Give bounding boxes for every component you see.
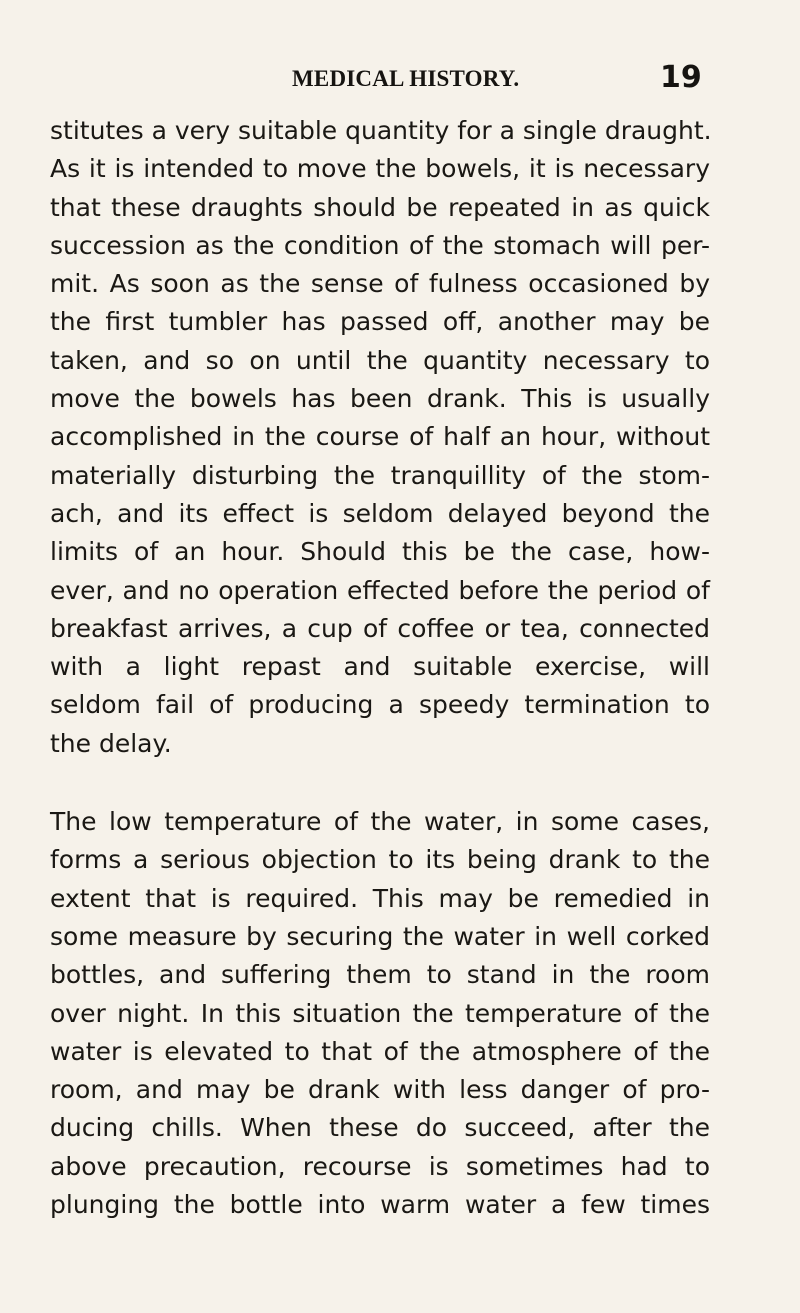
text-line: The low temperature of the water, in some cases, (50, 807, 710, 837)
text-line: bottles, and suffering them to stand in the room (50, 960, 710, 990)
text-line: with a light repast and suitable exercise, will (50, 652, 710, 682)
text-line: plunging the bottle into warm water a few times (50, 1190, 710, 1220)
text-line: As it is intended to move the bowels, it is necessary (50, 154, 710, 184)
text-line: forms a serious objection to its being drank to the (50, 845, 710, 875)
paragraph-2 (50, 803, 710, 1224)
text-line: the first tumbler has passed off, another may be (50, 307, 710, 337)
text-line: over night. In this situation the temperature of the (50, 998, 710, 1028)
text-line: limits of an hour. Should this be the case, how- (50, 537, 710, 567)
text-line: accomplished in the course of half an hour, without (50, 422, 710, 452)
text-line: ducing chills. When these do succeed, after the (50, 1113, 710, 1143)
text-line: room, and may be drank with less danger of pro- (50, 1075, 710, 1105)
text-line: some measure by securing the water in well corked (50, 921, 710, 951)
paragraph-1 (50, 112, 710, 763)
text-line: the delay. (50, 728, 172, 758)
text-line: water is elevated to that of the atmosphere of the (50, 1036, 710, 1066)
text-line: breakfast arrives, a cup of coffee or tea, connected (50, 613, 710, 643)
text-line: that these draughts should be repeated in as quick (50, 192, 710, 222)
text-line: ever, and no operation effected before the period of (50, 575, 710, 605)
paragraph-gap (50, 763, 710, 803)
text-line: mit. As soon as the sense of fulness occasioned by (50, 269, 710, 299)
text-line: taken, and so on until the quantity necessary to (50, 345, 710, 375)
page-number: 19 (660, 60, 702, 95)
body-text (50, 112, 710, 1224)
text-line: extent that is required. This may be remedied in (50, 883, 710, 913)
text-line: stitutes a very suitable quantity for a single draught. (50, 116, 712, 145)
text-line: succession as the condition of the stomach will per- (50, 230, 710, 260)
text-line: ach, and its effect is seldom delayed beyond the (50, 498, 710, 528)
running-head: MEDICAL HISTORY. (292, 66, 520, 91)
text-line: move the bowels has been drank. This is usually (50, 384, 710, 414)
text-line: above precaution, recourse is sometimes had to (50, 1151, 710, 1181)
text-line: materially disturbing the tranquillity of the stom- (50, 460, 710, 490)
text-line: seldom fail of producing a speedy termination to (50, 690, 710, 720)
